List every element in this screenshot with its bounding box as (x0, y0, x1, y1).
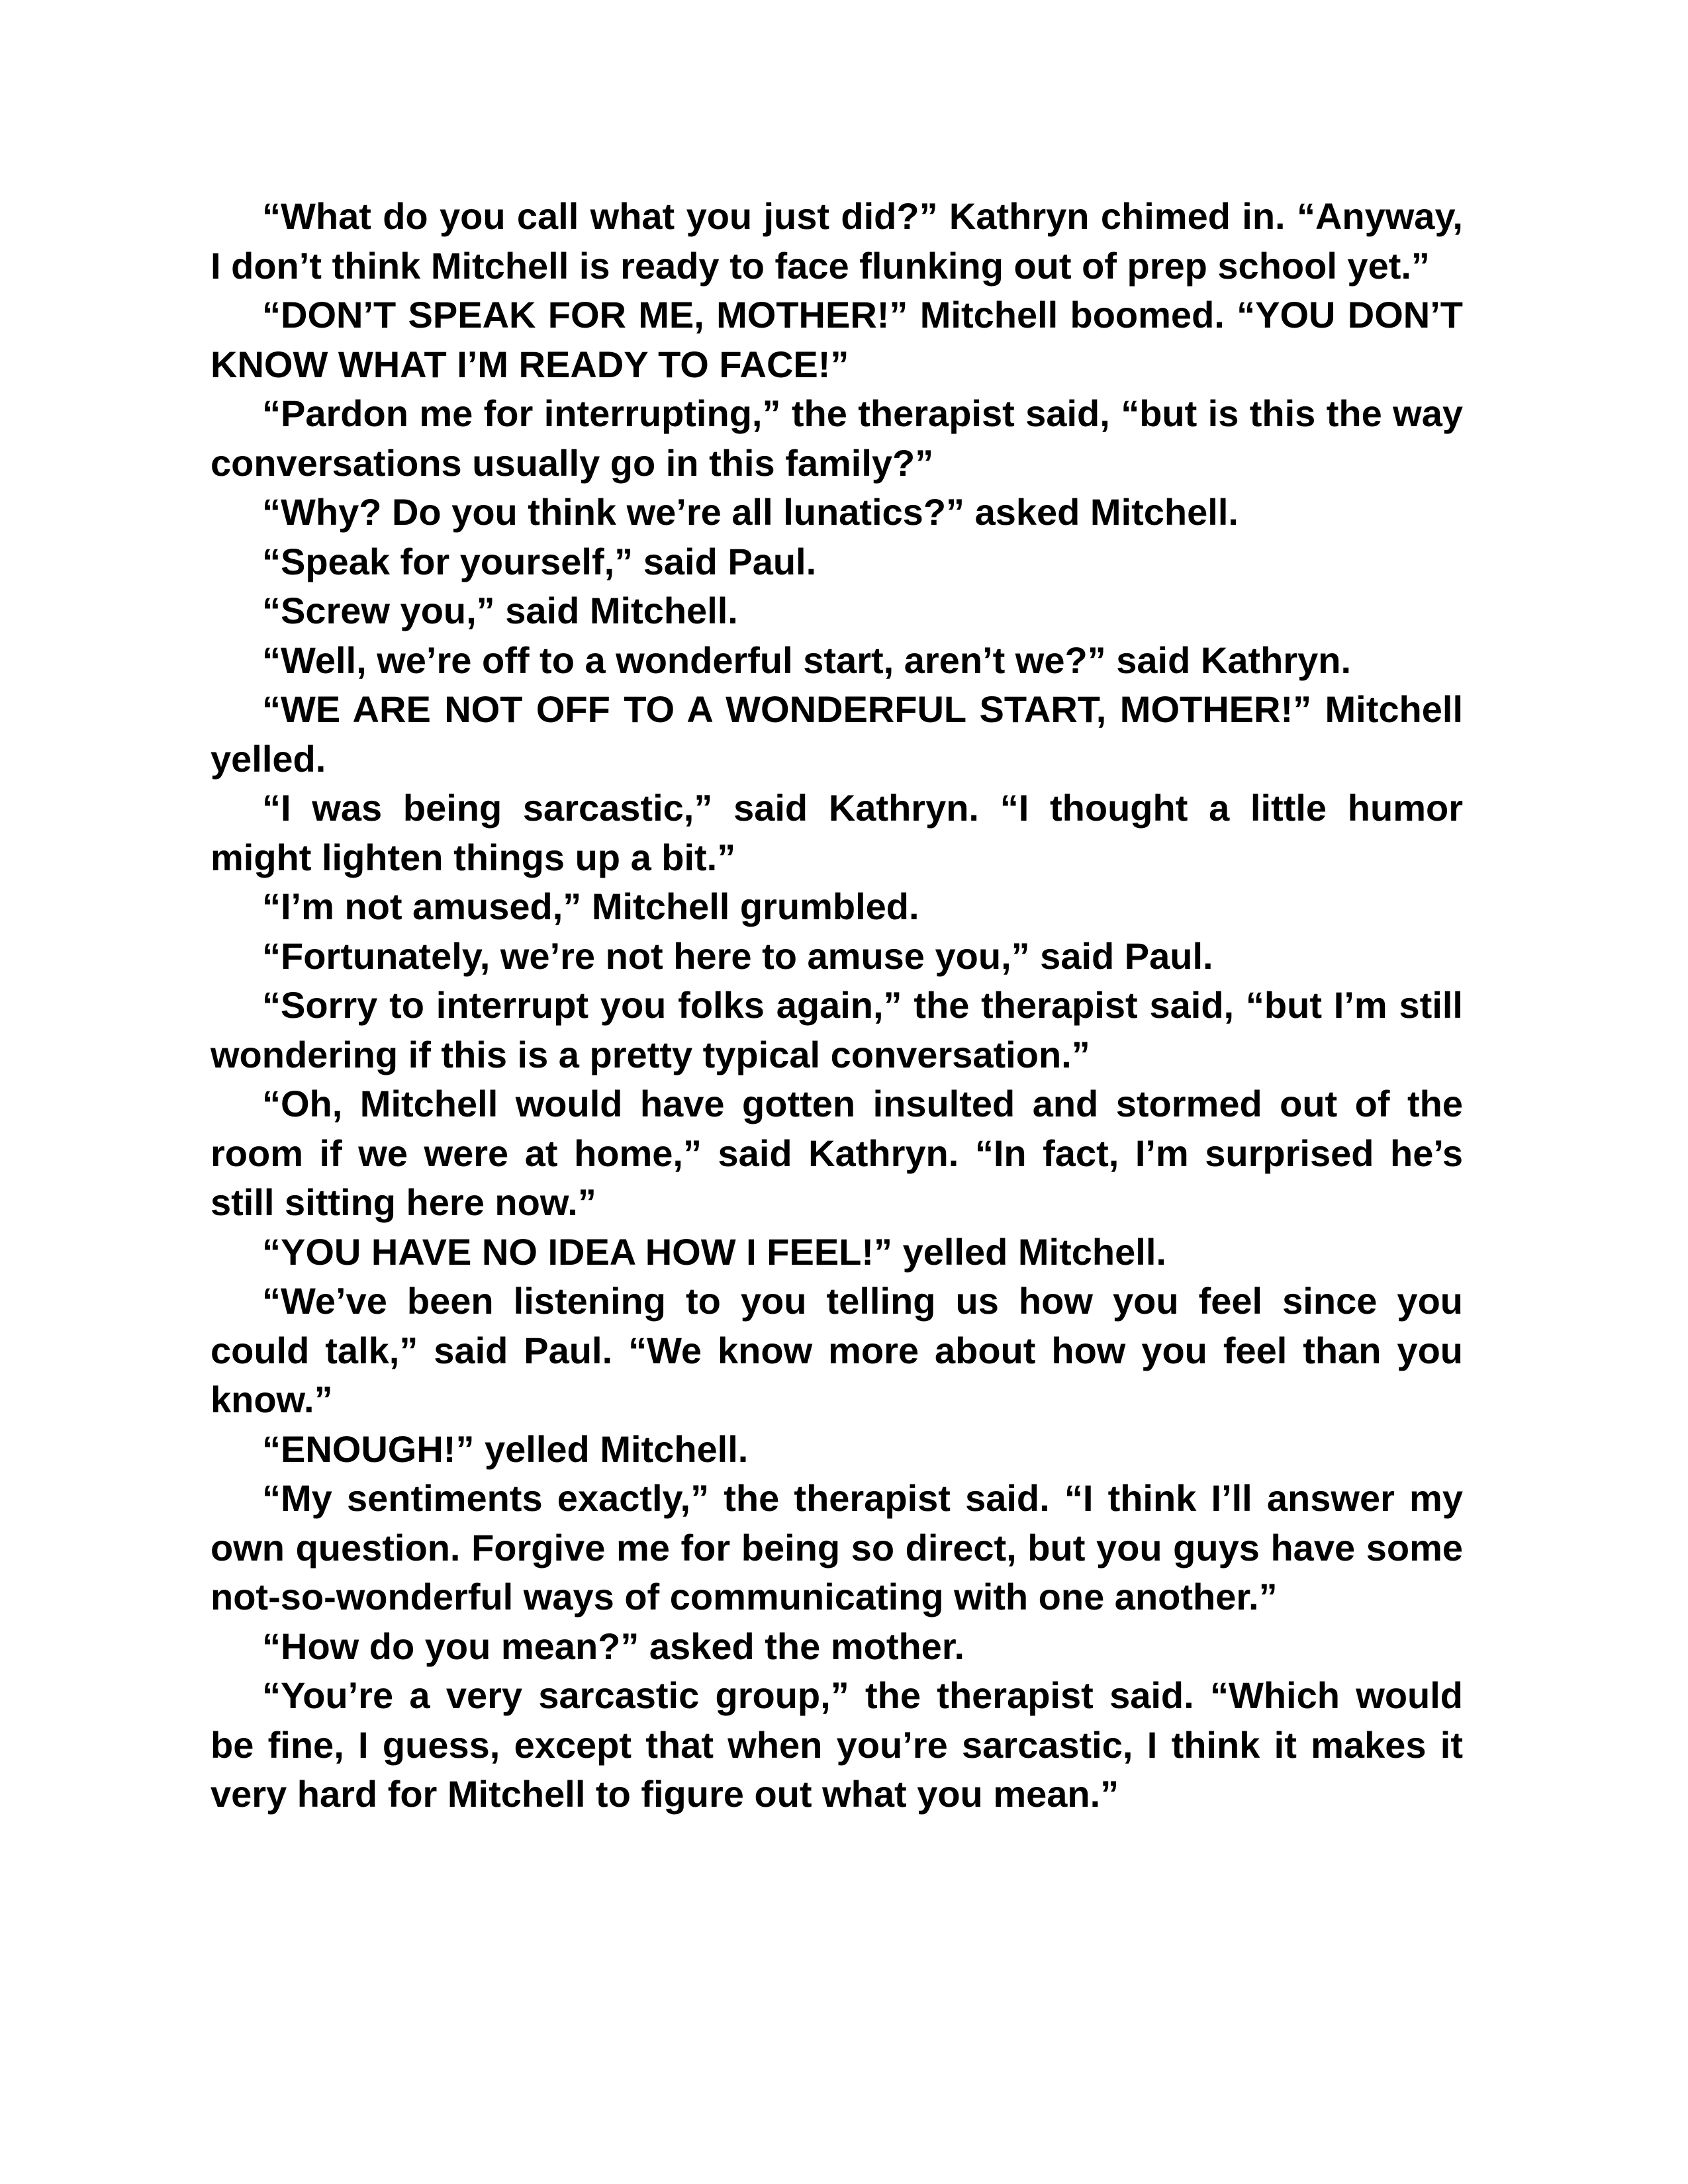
paragraph-6: “Screw you,” said Mitchell. (262, 590, 738, 631)
paragraph-17: “My sentiments exactly,” the therapist said. “I think I’ll answer my own question. Forgive me for being so direct, but you guys have some not-so-wonderful ways of communicating with one another.” (211, 1477, 1463, 1617)
paragraph-4: “Why? Do you think we’re all lunatics?” asked Mitchell. (262, 491, 1239, 533)
paragraph-13: “Oh, Mitchell would have gotten insulted and stormed out of the room if we were at home,” said Kathryn. “In fact, I’m surprised he’s still sitting here now.” (211, 1083, 1463, 1223)
paragraph-7: “Well, we’re off to a wonderful start, aren’t we?” said Kathryn. (262, 639, 1352, 681)
paragraph-10: “I’m not amused,” Mitchell grumbled. (262, 886, 919, 927)
paragraph-15: “We’ve been listening to you telling us how you feel since you could talk,” said Paul. “We know more about how you feel than you know.” (211, 1280, 1463, 1420)
document-page (211, 192, 1463, 1819)
paragraph-19: “You’re a very sarcastic group,” the therapist said. “Which would be fine, I guess, except that when you’re sarcastic, I think it makes it very hard for Mitchell to figure out what you mean.” (211, 1674, 1463, 1815)
paragraph-3: “Pardon me for interrupting,” the therapist said, “but is this the way conversations usually go in this family?” (211, 392, 1463, 484)
paragraph-5: “Speak for yourself,” said Paul. (262, 540, 817, 582)
paragraph-18: “How do you mean?” asked the mother. (262, 1625, 965, 1667)
paragraph-14: “YOU HAVE NO IDEA HOW I FEEL!” yelled Mitchell. (262, 1230, 1166, 1273)
paragraph-16: “ENOUGH!” yelled Mitchell. (262, 1428, 749, 1470)
paragraph-8: “WE ARE NOT OFF TO A WONDERFUL START, MOTHER!” Mitchell yelled. (211, 688, 1463, 780)
paragraph-1: “What do you call what you just did?” Kathryn chimed in. “Anyway, I don’t think Mitchell is ready to face flunking out of prep school yet.” (211, 195, 1463, 287)
paragraph-2: “DON’T SPEAK FOR ME, MOTHER!” Mitchell boomed. “YOU DON’T KNOW WHAT I’M READY TO FACE!” (211, 294, 1463, 385)
paragraph-12: “Sorry to interrupt you folks again,” the therapist said, “but I’m still wondering if this is a pretty typical conversation.” (211, 984, 1463, 1075)
paragraph-11: “Fortunately, we’re not here to amuse you,” said Paul. (262, 934, 1213, 977)
paragraph-9: “I was being sarcastic,” said Kathryn. “I thought a little humor might lighten things up a bit.” (211, 787, 1463, 878)
